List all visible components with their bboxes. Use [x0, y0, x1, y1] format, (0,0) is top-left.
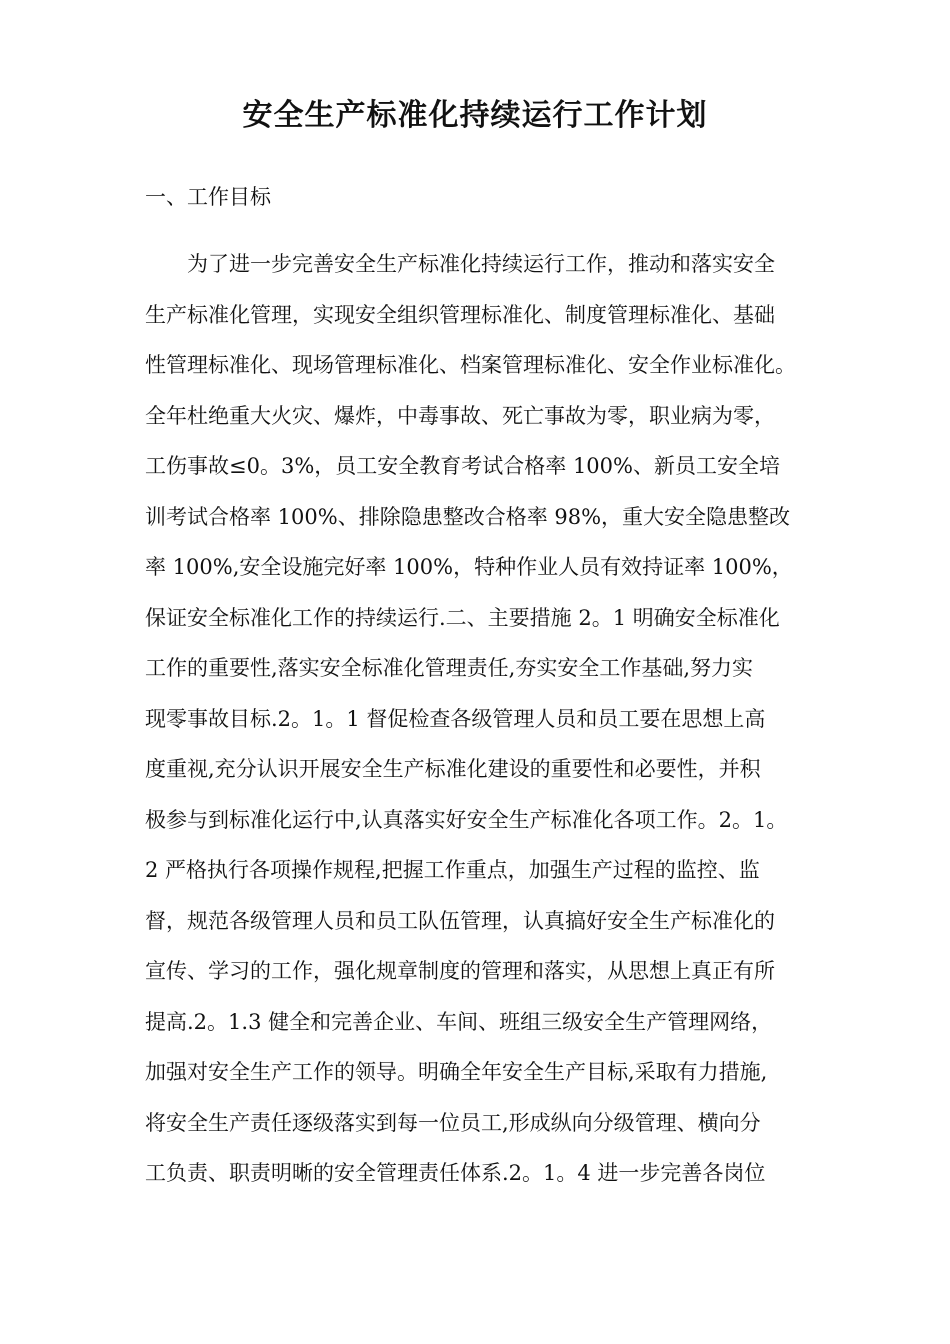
text-line: 督，规范各级管理人员和员工队伍管理，认真搞好安全生产标准化的 — [145, 908, 775, 933]
text-line: 加强对安全生产工作的领导。明确全年安全生产目标,采取有力措施, — [145, 1060, 768, 1084]
text-line: 将安全生产责任逐级落实到每一位员工,形成纵向分级管理、横向分 — [145, 1110, 761, 1135]
text-line: 训考试合格率 100%、排除隐患整改合格率 98%，重大安全隐患整改 — [145, 504, 791, 529]
text-line: 保证安全标准化工作的持续运行.二、主要措施 2。1 明确安全标准化 — [145, 605, 780, 630]
document-title: 安全生产标准化持续运行工作计划 — [242, 98, 708, 133]
text-line: 2 严格执行各项操作规程,把握工作重点，加强生产过程的监控、监 — [145, 858, 760, 882]
text-line: 工负责、职责明晰的安全管理责任体系.2。1。4 进一步完善各岗位 — [145, 1161, 766, 1185]
text-line: 极参与到标准化运行中,认真落实好安全生产标准化各项工作。2。1。 — [145, 807, 788, 832]
text-line: 性管理标准化、现场管理标准化、档案管理标准化、安全作业标准化。 — [145, 353, 796, 377]
body-text — [145, 247, 825, 1207]
text-line: 现零事故目标.2。1。1 督促检查各级管理人员和员工要在思想上高 — [145, 706, 766, 731]
text-line: 提高.2。1.3 健全和完善企业、车间、班组三级安全生产管理网络， — [145, 1009, 773, 1034]
text-line: 宣传、学习的工作，强化规章制度的管理和落实，从思想上真正有所 — [145, 959, 775, 983]
text-line: 率 100%,安全设施完好率 100%，特种作业人员有效持证率 100%， — [145, 555, 793, 579]
text-line: 度重视,充分认识开展安全生产标准化建设的重要性和必要性，并积 — [145, 757, 761, 781]
text-line: 工伤事故≤0。3%，员工安全教育考试合格率 100%、新员工安全培 — [145, 454, 780, 478]
text-line: 生产标准化管理，实现安全组织管理标准化、制度管理标准化、基础 — [145, 302, 775, 327]
text-line: 为了进一步完善安全生产标准化持续运行工作，推动和落实安全 — [187, 252, 775, 276]
section-heading: 一、工作目标 — [145, 185, 271, 209]
text-line: 工作的重要性,落实安全标准化管理责任,夯实安全工作基础,努力实 — [145, 656, 754, 680]
text-line: 全年杜绝重大火灾、爆炸，中毒事故、死亡事故为零，职业病为零， — [145, 403, 775, 428]
